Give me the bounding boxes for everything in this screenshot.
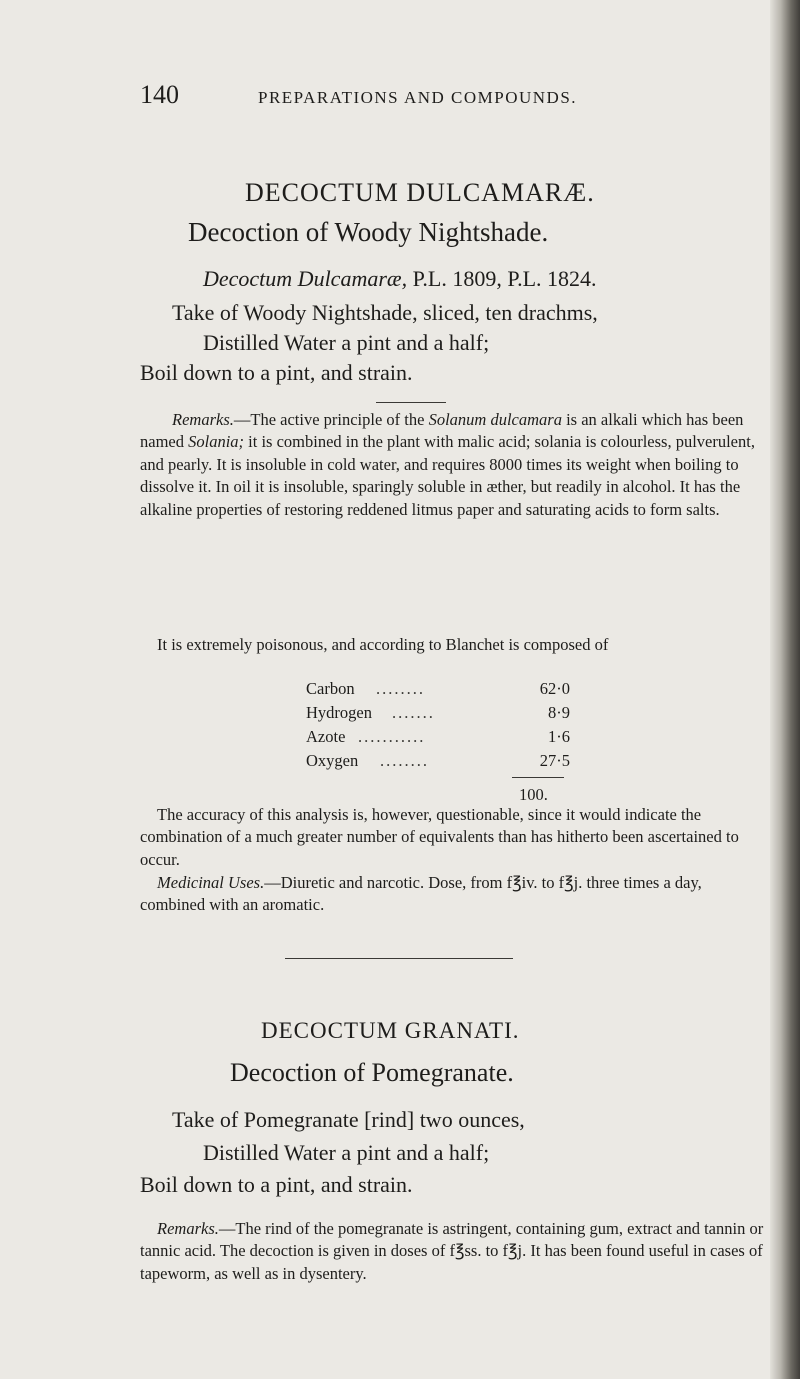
section-2-latin-title: DECOCTUM GRANATI. <box>261 1018 520 1043</box>
section-1-accuracy-note <box>140 804 766 871</box>
section-1-remarks-plant: Solanum dulcamara <box>428 410 562 429</box>
composition-element: Hydrogen <box>306 703 372 722</box>
section-1-composition-intro-text: It is extremely poisonous, and according to Blanchet is composed of <box>157 635 609 654</box>
section-1-accuracy-note-text: The accuracy of this analysis is, however, questionable, since it would indicate the combination of a much greater number of equivalents than has hitherto been ascertained to occur. <box>140 805 739 869</box>
running-head: PREPARATIONS AND COMPOUNDS. <box>258 88 578 107</box>
composition-value: 8·9 <box>548 703 570 722</box>
composition-value: 27·5 <box>539 751 570 770</box>
section-1-recipe-line-2: Distilled Water a pint and a half; <box>203 330 490 355</box>
section-1-remarks <box>140 409 766 521</box>
composition-row <box>306 678 570 700</box>
page-number: 140 <box>140 80 179 109</box>
composition-leader: ........ <box>380 751 429 770</box>
section-1-editions: P.L. 1809, P.L. 1824. <box>412 266 597 291</box>
composition-table <box>306 678 570 774</box>
section-1-remarks-text-2: is an alkali which has been named <box>140 410 744 452</box>
section-1-english-title: Decoction of Woody Nightshade. <box>188 217 549 247</box>
section-divider <box>285 958 513 959</box>
short-divider <box>376 402 446 403</box>
section-1-uses-label: Medicinal Uses. <box>157 873 265 892</box>
composition-element: Azote <box>306 727 346 746</box>
section-2-recipe-line-1: Take of Pomegranate [rind] two ounces, <box>172 1107 525 1132</box>
section-1-remarks-text-3: it is combined in the plant with malic acid; solania is colourless, pulverulent, and pearly. It is insoluble in cold water, and requires 8000 times its weight when boiling to dissolve it. In oil it is insoluble, sparingly soluble in æther, but readily in alcohol. It has the alkaline properties of restoring reddened litmus paper and saturating acids to form salts. <box>140 432 755 519</box>
section-1-remarks-text-1: —The active principle of the <box>233 410 429 429</box>
page-edge-shadow <box>770 0 800 1379</box>
section-2-recipe-line-2: Distilled Water a pint and a half; <box>203 1140 490 1165</box>
composition-value: 62·0 <box>539 679 570 698</box>
section-2-remarks-label: Remarks. <box>157 1219 219 1238</box>
composition-row <box>306 726 570 748</box>
composition-leader: ........ <box>376 679 425 698</box>
composition-total: 100. <box>519 785 548 804</box>
composition-row <box>306 702 570 724</box>
section-1-pharmacopoeia-reference <box>203 266 597 292</box>
composition-value: 1·6 <box>548 727 570 746</box>
section-1-composition-intro <box>140 634 766 656</box>
composition-element: Oxygen <box>306 751 359 770</box>
section-2-remarks-text: —The rind of the pomegranate is astringent, containing gum, extract and tannin or tannic acid. The decoction is given in doses of f℥ss. to f℥j. It has been found useful in cases of tapeworm, as well as in dysentery. <box>140 1219 764 1283</box>
section-1-recipe-line-1: Take of Woody Nightshade, sliced, ten drachms, <box>172 300 598 325</box>
section-1-uses-text: —Diuretic and narcotic. Dose, from f℥iv. to f℥j. three times a day, combined with an aromatic. <box>140 873 702 915</box>
section-2-remarks <box>140 1218 766 1285</box>
section-1-recipe-line-3: Boil down to a pint, and strain. <box>140 360 413 385</box>
section-2-recipe-line-3: Boil down to a pint, and strain. <box>140 1172 413 1197</box>
section-2-english-title: Decoction of Pomegranate. <box>230 1058 514 1087</box>
section-1-remarks-label: Remarks. <box>172 410 234 429</box>
composition-leader: ........... <box>358 727 426 746</box>
section-1-pharmacopoeia-name: Decoctum Dulcamaræ, <box>203 266 408 291</box>
section-1-latin-title: DECOCTUM DULCAMARÆ. <box>245 178 595 207</box>
composition-row <box>306 750 570 772</box>
section-1-remarks-alkali: Solania; <box>188 432 245 452</box>
composition-total-rule <box>512 777 564 778</box>
composition-element: Carbon <box>306 679 355 698</box>
section-1-medicinal-uses <box>140 872 766 917</box>
composition-leader: ....... <box>392 703 435 722</box>
